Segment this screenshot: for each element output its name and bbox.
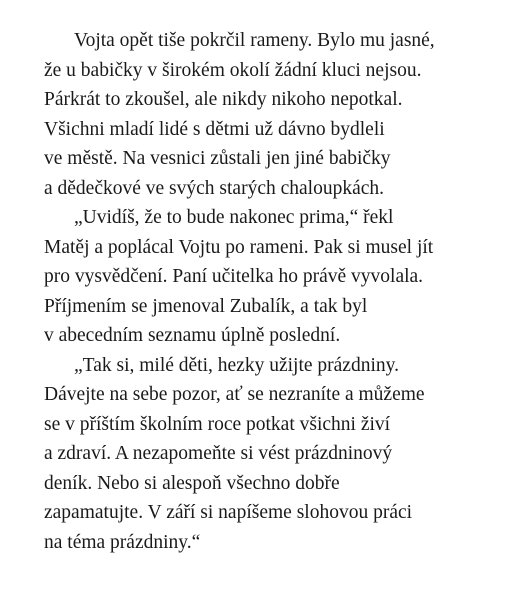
text-line: deník. Nebo si alespoň všechno dobře <box>44 472 340 494</box>
text-line: „Tak si, milé děti, hezky užijte prázdniny. <box>74 354 399 376</box>
paragraph-2 <box>44 203 504 351</box>
text-line: v abecedním seznamu úplně poslední. <box>44 325 341 346</box>
text-line: a zdraví. A nezapomeňte si vést prázdninový <box>44 443 393 464</box>
text-line: Dávejte na sebe pozor, ať se nezraníte a můžeme <box>44 384 425 405</box>
text-line: na téma prázdniny.“ <box>44 531 201 553</box>
text-line: a dědečkové ve svých starých chaloupkách. <box>44 177 385 199</box>
text-line: „Uvidíš, že to bude nakonec prima,“ řekl <box>74 207 394 228</box>
text-line: Všichni mladí lidé s dětmi už dávno bydleli <box>44 118 385 140</box>
paragraph-1 <box>44 26 504 203</box>
text-line: Matěj a poplácal Vojtu po rameni. Pak si musel jít <box>44 236 434 258</box>
text-line: pro vysvědčení. Paní učitelka ho právě vyvolala. <box>44 266 424 287</box>
text-line: ve městě. Na vesnici zůstali jen jiné babičky <box>44 148 391 169</box>
text-line: Vojta opět tiše pokrčil rameny. Bylo mu jasné, <box>74 30 435 51</box>
text-line: se v příštím školním roce potkat všichni živí <box>44 413 391 435</box>
text-line: zapamatujte. V září si napíšeme slohovou práci <box>44 502 413 523</box>
text-line: že u babičky v širokém okolí žádní kluci nejsou. <box>44 59 422 81</box>
document-page <box>44 26 504 557</box>
paragraph-3 <box>44 351 504 558</box>
text-line: Příjmením se jmenoval Zubalík, a tak byl <box>44 295 368 317</box>
text-line: Párkrát to zkoušel, ale nikdy nikoho nepotkal. <box>44 89 403 110</box>
